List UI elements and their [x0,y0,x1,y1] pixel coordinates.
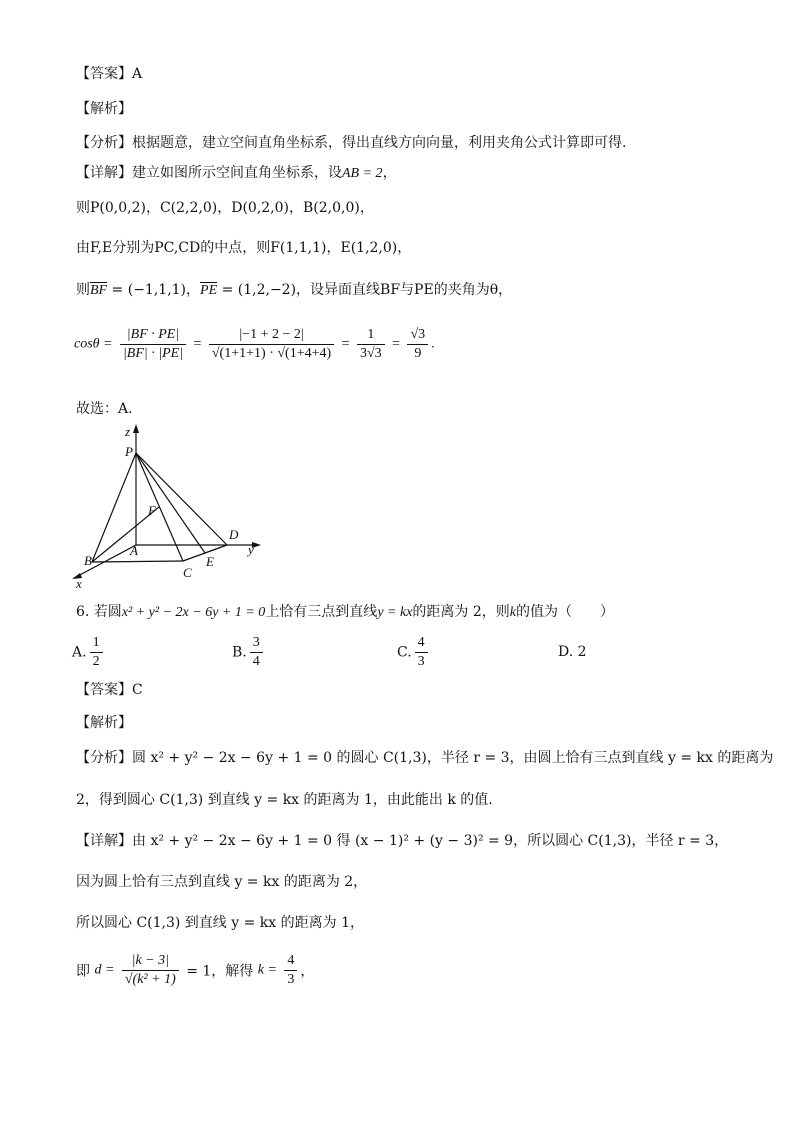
cos-eq-1: = [193,336,202,352]
option-c-label: C. [397,644,412,661]
label-f: F [148,503,156,518]
label-c: C [183,565,192,580]
q5-analysis-heading: 【解析】 [76,101,132,117]
cos-num-2: |−1 + 2 − 2| [209,326,334,345]
q6-d-label: d = [94,962,115,978]
cos-eq-2: = [341,336,350,352]
option-d: D. 2 [558,644,587,660]
q5-answer: 【答案】A [76,66,143,82]
cos-den-4: 9 [414,346,422,361]
q5-vec-pe-value: = (1,2,−2)，设异面直线BF与PE的夹角为θ， [217,282,513,298]
q6-answer: 【答案】C [76,682,143,698]
q6-detail-4-end: ， [300,963,315,980]
segment-pe [136,453,205,553]
option-c-den: 3 [417,654,425,669]
cos-den-1: |BF| · |PE| [122,346,184,361]
option-c [397,634,431,671]
q6-k-label: k = [257,962,277,978]
vector-bf: $\overline{BF}$ [90,283,108,298]
q6-analysis-heading: 【解析】 [76,715,132,731]
q6-stem-k: k [509,605,516,620]
q6-detail-2: 因为圆上恰有三点到直线 y = kx 的距离为 2， [76,874,368,890]
q6-detail-4-prefix: 即 [76,963,90,980]
q6-detail-4 [76,952,314,989]
z-axis-arrow [133,424,139,433]
label-e: E [206,554,214,569]
option-b-num: 3 [250,634,263,653]
q5-detail-end: ， [382,165,397,181]
label-a: A [130,543,138,558]
q5-ab-eq: AB = 2 [342,166,383,181]
option-a [72,634,106,671]
label-z: z [125,424,131,439]
cos-num-4: √3 [407,326,428,345]
cos-fraction-2 [209,326,334,363]
pyramid-figure [70,420,280,590]
option-c-num: 4 [415,634,428,653]
option-a-label: A. [72,644,87,661]
cos-label: cosθ = [74,336,113,352]
option-b [232,634,266,671]
cos-den-3: 3√3 [359,346,382,361]
q6-circle-equation: x² + y² − 2x − 6y + 1 = 0 [121,605,266,620]
edge-cd [183,545,227,561]
cos-fraction-4 [407,326,428,363]
q6-k-num: 4 [284,952,297,971]
q5-vectors-line [76,280,512,301]
q6-d-fraction [122,952,179,989]
option-c-fraction [415,634,428,671]
cos-eq-3: = [392,336,401,352]
q6-d-den: √(k² + 1) [124,972,176,987]
q6-k-fraction [284,952,297,989]
label-d: D [229,527,239,542]
q6-stem-distance: 的距离为 2，则 [412,604,510,620]
option-a-den: 2 [92,654,100,669]
q5-fenxi: 【分析】根据题意，建立空间直角坐标系，得出直线方向向量，利用夹角公式计算即可得. [76,135,627,151]
q6-stem-prefix: 6. 若圆 [76,604,122,620]
cos-den-2 [209,345,334,363]
q6-stem-mid: 上恰有三点到直线 [265,604,378,620]
cos-end: . [431,336,435,352]
q6-stem [76,602,614,623]
q5-detail-text: 【详解】建立如图所示空间直角坐标系，设 [76,165,342,181]
label-b: B [84,553,92,568]
label-p: P [125,444,133,459]
q6-d-num: |k − 3| [122,952,179,971]
q5-detail [76,163,397,184]
cos-num-3: 1 [357,326,385,345]
vector-pe: $\overline{PE}$ [200,283,218,298]
q6-stem-end: 的值为（ ） [515,604,614,620]
q5-choose: 故选：A. [76,401,133,417]
q5-cosine-formula [74,326,435,363]
cos-num-1: |BF · PE| [120,326,186,345]
cos-den-2a: √(1+1+1) [211,346,266,361]
q6-detail-4-solve: = 1，解得 [186,963,254,980]
option-a-num: 1 [90,634,103,653]
q6-k-den: 3 [287,972,295,987]
q5-midpoints-line: 由F,E分别为PC,CD的中点，则F(1,1,1)，E(1,2,0)， [76,240,412,256]
q6-detail-3: 所以圆心 C(1,3) 到直线 y = kx 的距离为 1， [76,915,364,931]
q5-points-line: 则P(0,0,2)，C(2,2,0)，D(0,2,0)，B(2,0,0)， [76,200,374,216]
label-x: x [76,576,82,590]
option-b-den: 4 [252,654,260,669]
cos-fraction-1 [120,326,186,363]
cos-den-2b: · [265,346,278,361]
option-b-label: B. [232,644,247,661]
cos-den-2c: √(1+4+4) [277,346,332,361]
option-b-fraction [250,634,263,671]
q6-line-equation: y = kx [377,605,413,620]
q6-detail-1: 【详解】由 x² + y² − 2x − 6y + 1 = 0 得 (x − 1)² + (y − 3)² = 9，所以圆心 C(1,3)，半径 r = 3， [76,833,729,849]
q5-vec-prefix: 则 [76,282,90,298]
q6-fenxi-2: 2，得到圆心 C(1,3) 到直线 y = kx 的距离为 1，由此能出 k 的值. [76,792,493,808]
q5-vec-bf-value: = (−1,1,1)， [107,282,201,298]
option-a-fraction [90,634,103,671]
q6-fenxi-1: 【分析】圆 x² + y² − 2x − 6y + 1 = 0 的圆心 C(1,3)，半径 r = 3，由圆上恰有三点到直线 y = kx 的距离为 [76,750,774,766]
label-y: y [248,542,254,557]
cos-fraction-3 [357,326,385,363]
edge-pd [136,453,227,545]
